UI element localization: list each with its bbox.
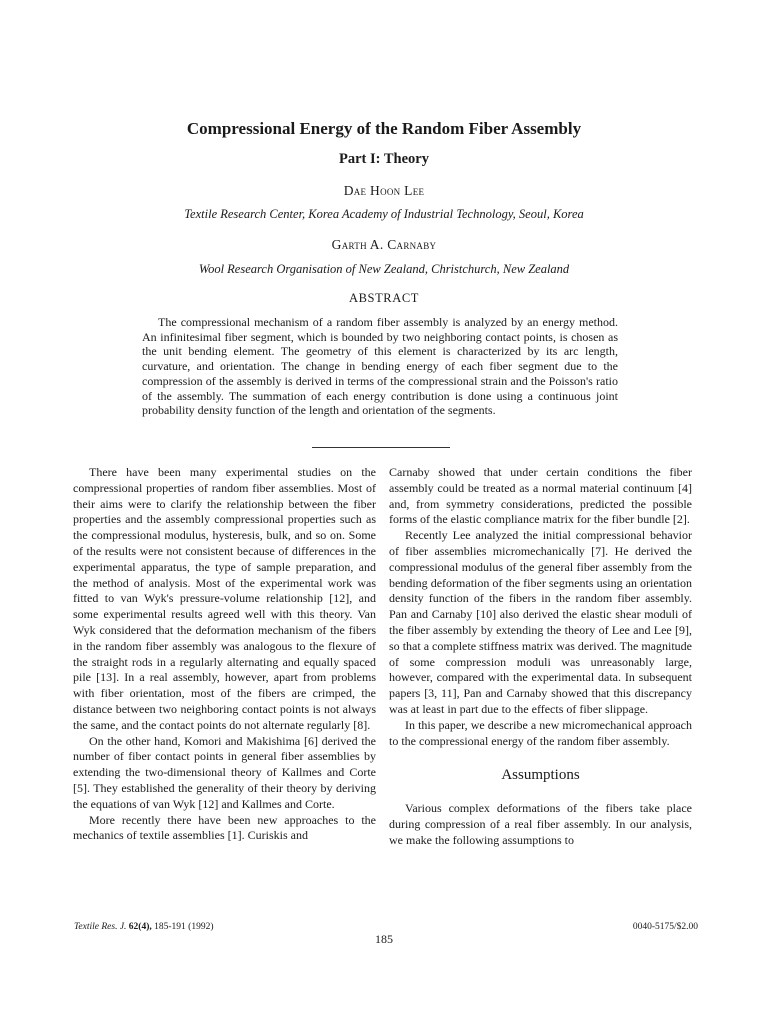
body-paragraph: Carnaby showed that under certain conditions the fiber assembly could be treated as a normal material continuum [4] and, from symmetry considerations, predicted the possible forms of the elastic compliance matrix for the fiber bundle [2]. xyxy=(389,465,692,527)
journal-citation xyxy=(74,922,214,932)
body-paragraph: In this paper, we describe a new micromechanical approach to the compressional energy of the random fiber assembly. xyxy=(389,717,692,748)
abstract-heading: ABSTRACT xyxy=(348,291,420,305)
paper-subtitle: Part I: Theory xyxy=(339,151,429,167)
author-affiliation-1: Textile Research Center, Korea Academy of Industrial Technology, Seoul, Korea xyxy=(184,207,584,221)
author-name-2: Garth A. Carnaby xyxy=(331,237,437,252)
body-paragraph: Various complex deformations of the fibers take place during compression of a real fiber assembly. In our analysis, we make the following assumptions to xyxy=(389,801,692,847)
body-paragraph: Recently Lee analyzed the initial compressional behavior of fiber assemblies micromechanically [7]. He derived the compressional modulus of the general fiber assembly from the bending deformation of the fiber segments using an orientation density function of the fibers in the random fiber assembly. Pan and Carnaby [10] also derived the elastic shear moduli of the fiber assembly by extending the theory of Lee and Lee [9], so that a complete stiffness matrix was derived. The magnitude of some compression moduli was unreasonably large, however, compared with the experimental data. In subsequent papers [3, 11], Pan and Carnaby showed that this discrepancy was at least in part due to the effects of fiber slippage. xyxy=(389,528,692,716)
body-paragraph: More recently there have been new approaches to the mechanics of textile assemblies [1]. Curiskis and xyxy=(73,812,376,843)
page-number: 185 xyxy=(375,932,393,946)
body-paragraph: On the other hand, Komori and Makishima [6] derived the number of fiber contact points in general fiber assemblies by extending the two-dimensional theory of Kallmes and Corte [5]. They established the generality of their theory by deriving the equations of van Wyk [12] and Kallmes and Corte. xyxy=(73,733,376,811)
section-divider xyxy=(312,447,450,448)
author-name-1: Dae Hoon Lee xyxy=(343,183,425,198)
paper-title: Compressional Energy of the Random Fiber Assembly xyxy=(186,119,582,138)
journal-pages: 185-191 (1992) xyxy=(154,922,214,932)
body-paragraph: There have been many experimental studies on the compressional properties of random fiber assemblies. Most of their aims were to clarify the relationship between the fiber properties and the assembly compressional properties such as the compressional modulus, hysteresis, bulk, and so on. Some of the results were not consistent because of differences in the experimental apparatus, the type of sample preparation, and the method of analysis. Most of the experimental work was fitted to van Wyk's pressure-volume relationship [12], and some experimental results agreed well with this theory. Van Wyk considered that the deformation mechanism of the fibers in the random fiber assembly was analogous to the flexure of the straight rods in a regularly alternating and equally spaced pile [13]. In a real assembly, however, apart from problems with fiber orientation, most of the fibers are crimped, the distance between two neighboring contact points is not always the same, and the contact points do not alternate regularly [8]. xyxy=(73,465,376,732)
abstract-text: The compressional mechanism of a random fiber assembly is analyzed by an energy method. An infinitesimal fiber segment, which is bounded by two neighboring contact points, is chosen as the unit bending element. The geometry of this element is characterized by its arc length, curvature, and orientation. The change in bending energy of each fiber segment due to the compression of the assembly is derived in terms of the compressional strain and the Poisson's ratio of the assembly. The summation of each energy contribution is done using a continuous joint probability density function of the length and orientation of the segments. xyxy=(142,315,618,418)
body-column-left xyxy=(73,465,376,844)
author-affiliation-2: Wool Research Organisation of New Zealand, Christchurch, New Zealand xyxy=(198,262,570,276)
section-heading-assumptions: Assumptions xyxy=(501,767,580,784)
journal-name: Textile Res. J. xyxy=(74,922,127,932)
journal-volume: 62(4), xyxy=(128,922,152,932)
article-code: 0040-5175/$2.00 xyxy=(632,922,698,932)
body-column-right xyxy=(389,465,692,849)
